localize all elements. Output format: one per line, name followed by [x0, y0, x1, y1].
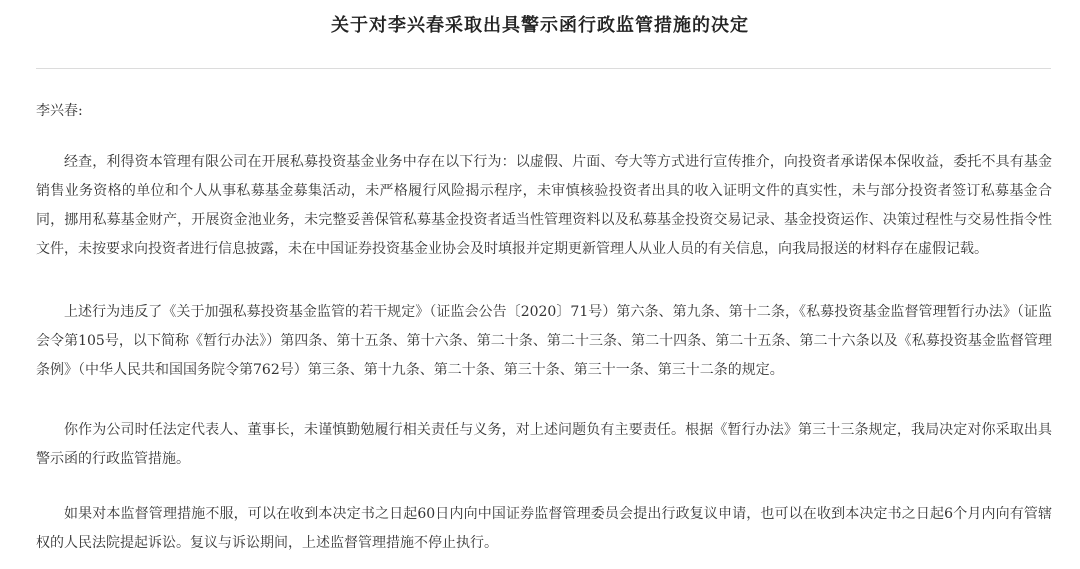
paragraph-decision: 你作为公司时任法定代表人、董事长，未谨慎勤勉履行相关责任与义务，对上述问题负有主要责任。根据《暂行办法》第三十三条规定，我局决定对你采取出具警示函的行政监管措施。	[36, 422, 1052, 467]
paragraph-findings: 经查，利得资本管理有限公司在开展私募投资基金业务中存在以下行为：以虚假、片面、夸大等方式进行宣传推介，向投资者承诺保本保收益，委托不具有基金销售业务资格的单位和个人从事私募基金募集活动，未严格履行风险揭示程序，未审慎核验投资者出具的收入证明文件的真实性，未与部分投资者签订私募基金合同，挪用私募基金财产，开展资金池业务，未完整妥善保管私募基金投资者适当性管理资料以及私募基金投资交易记录、基金投资运作、决策过程性与交易性指令性文件，未按要求向投资者进行信息披露，未在中国证券投资基金业协会及时填报并定期更新管理人从业人员的有关信息，向我局报送的材料存在虚假记载。	[36, 154, 1052, 257]
salutation: 李兴春:	[36, 103, 83, 119]
page-title: 关于对李兴春采取出具警示函行政监管措施的决定	[331, 15, 749, 36]
paragraph-violations: 上述行为违反了《关于加强私募投资基金监管的若干规定》（证监会公告〔2020〕71号）第六条、第九条、第十二条，《私募投资基金监督管理暂行办法》（证监会令第105号，以下简称《暂行办法》）第四条、第十五条、第十六条、第二十条、第二十三条、第二十四条、第二十五条、第二十六条以及《私募投资基金监督管理条例》（中华人民共和国国务院令第762号）第三条、第十九条、第二十条、第三十条、第三十一条、第三十二条的规定。	[36, 304, 1052, 378]
paragraph-appeal-rights: 如果对本监督管理措施不服，可以在收到本决定书之日起60日内向中国证券监督管理委员会提出行政复议申请，也可以在收到本决定书之日起6个月内向有管辖权的人民法院提起诉讼。复议与诉讼期间，上述监督管理措施不停止执行。	[36, 506, 1052, 551]
title-divider	[36, 68, 1051, 69]
